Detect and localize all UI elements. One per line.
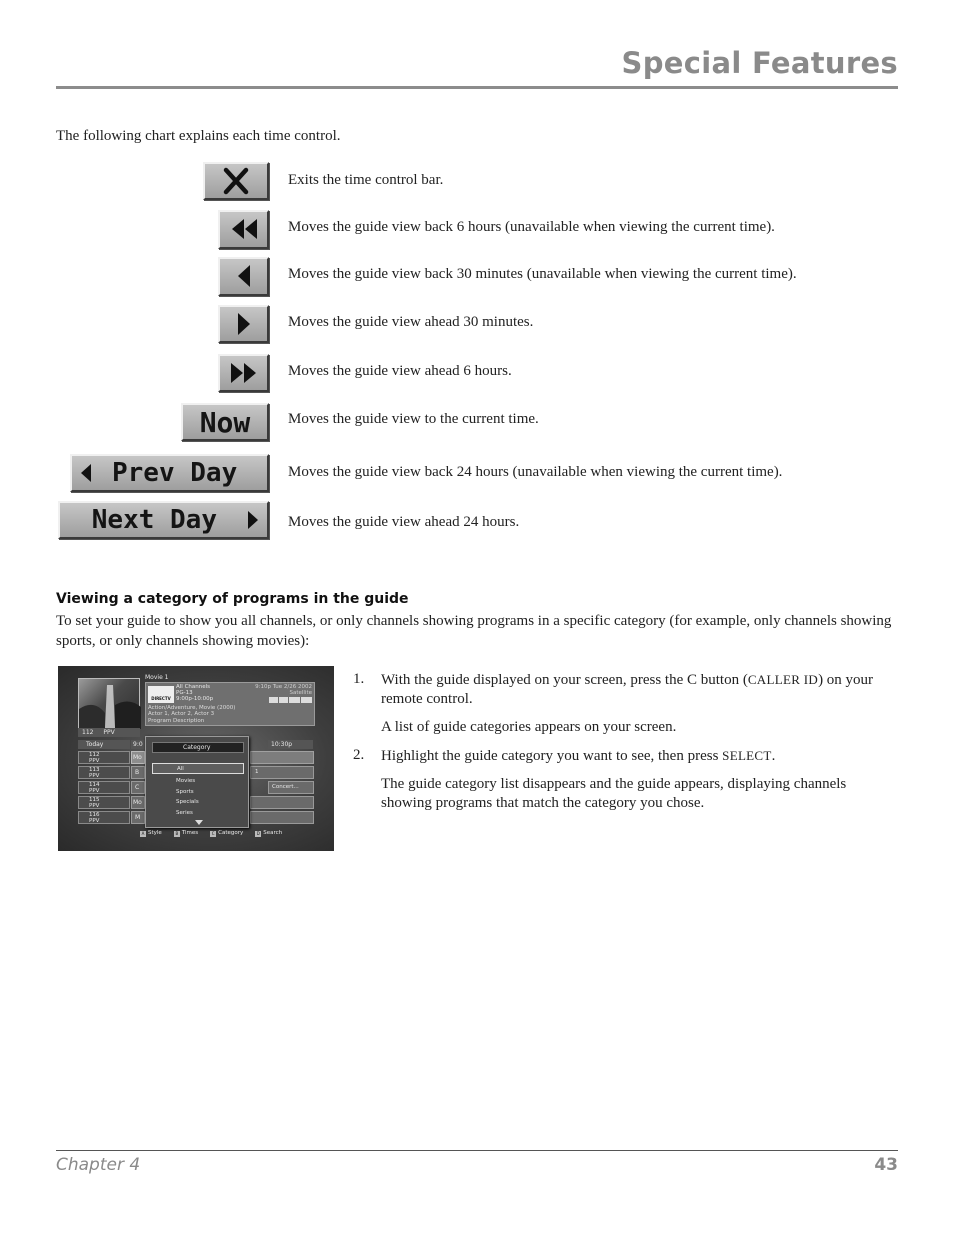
now-button-label: Now <box>199 405 251 439</box>
program-cell[interactable]: 1 <box>250 766 314 779</box>
prev-day-button[interactable] <box>70 454 269 492</box>
exit-button[interactable] <box>203 162 269 200</box>
rating-icon <box>289 697 300 703</box>
next-day-button[interactable] <box>58 501 269 539</box>
ahead-6-hours-button[interactable] <box>218 354 269 392</box>
program-cell[interactable]: Concert... <box>268 781 314 794</box>
time-control-row <box>56 500 898 544</box>
channel-type: PPV <box>89 772 100 779</box>
key-name: SELECT <box>722 748 772 763</box>
channel-type: PPV <box>89 802 100 809</box>
step-text: With the guide displayed on your screen, press the C button ( <box>381 672 748 688</box>
rating: PG-13 <box>176 690 193 696</box>
step-number: 2. <box>353 747 365 763</box>
exit-x-icon <box>221 167 251 195</box>
program-cell[interactable] <box>250 811 314 824</box>
time-control-description: Moves the guide view back 24 hours (unavailable when viewing the current time). <box>288 464 783 480</box>
now-button[interactable] <box>181 403 269 441</box>
time-control-row <box>56 304 898 348</box>
right-arrow-icon <box>245 509 261 531</box>
category-item[interactable]: Series <box>176 809 193 816</box>
channel-number: 115 <box>89 797 100 803</box>
guide-screenshot <box>58 666 334 851</box>
button-key-icon: C <box>211 830 215 836</box>
channel-type: PPV <box>89 817 100 824</box>
info-icons <box>269 697 312 703</box>
program-info-panel <box>145 682 315 726</box>
section-paragraph: To set your guide to show you all channels, or only channels showing programs in a specific category (for example, only channels showing sports, or only channels showing movies): <box>56 613 892 649</box>
time-control-row <box>56 453 898 497</box>
bottom-bar-item[interactable] <box>174 830 198 837</box>
waterfall-image-icon <box>79 679 141 729</box>
back-30-minutes-button[interactable] <box>218 257 269 296</box>
footer-rule <box>56 1150 898 1151</box>
time-control-description: Moves the guide view ahead 24 hours. <box>288 514 520 530</box>
button-key-icon: B <box>175 830 179 836</box>
ahead-30-minutes-button[interactable] <box>218 305 269 343</box>
button-key-icon: A <box>141 830 145 836</box>
genre: Action/Adventure, Movie (2000) <box>148 705 236 711</box>
page-title: Special Features <box>621 46 898 80</box>
channel-number: 113 <box>89 767 100 773</box>
datetime: 9:10p Tue 2/26 2002 <box>255 684 312 690</box>
category-menu-title: Category <box>152 742 244 753</box>
step-number: 1. <box>353 671 365 687</box>
channel-number: 114 <box>89 782 100 788</box>
actors: Actor 1, Actor 2, Actor 3 <box>148 711 215 718</box>
time-control-row <box>56 256 898 300</box>
preview-channel-type: PPV <box>103 729 115 736</box>
program-cell[interactable]: B <box>131 766 145 779</box>
program-cell[interactable]: Mo <box>131 796 145 809</box>
category-item[interactable]: Movies <box>176 778 196 784</box>
bottom-bar-item[interactable] <box>210 830 243 837</box>
bottom-bar-label: Search <box>263 830 283 836</box>
video-preview <box>78 678 140 728</box>
next-day-label: Next Day <box>91 505 217 535</box>
instruction-steps <box>353 670 898 822</box>
directv-logo <box>148 686 174 703</box>
time-control-row <box>56 161 898 205</box>
left-arrow-icon <box>78 462 94 484</box>
category-list <box>176 776 199 818</box>
key-name: CALLER ID <box>747 672 819 687</box>
footer-chapter: Chapter 4 <box>56 1155 141 1175</box>
time-control-description: Moves the guide view ahead 6 hours. <box>288 363 512 379</box>
bottom-bar-label: Category <box>218 830 244 836</box>
bottom-bar-label: Times <box>181 830 199 836</box>
category-item-selected[interactable]: All <box>152 763 244 774</box>
grid-time-1: 9:0 <box>131 740 149 749</box>
step-text: . <box>771 748 776 764</box>
channel-list-name: All Channels <box>176 684 211 690</box>
intro-text: The following chart explains each time control. <box>56 128 341 144</box>
double-right-arrow-icon <box>229 361 259 385</box>
time-control-row <box>56 208 898 252</box>
grid-time-2: 10:30p <box>268 740 313 749</box>
program-description: Program Description <box>148 717 205 724</box>
program-cell[interactable]: M <box>131 811 145 824</box>
channel-type: PPV <box>89 757 100 764</box>
time-control-description: Moves the guide view back 30 minutes (unavailable when viewing the current time). <box>288 266 797 282</box>
page-number: 43 <box>874 1155 898 1175</box>
section-heading: Viewing a category of programs in the guide <box>56 591 409 607</box>
time-control-row <box>56 353 898 397</box>
program-cell[interactable] <box>250 796 314 809</box>
step-text: Highlight the guide category you want to see, then press <box>381 748 723 764</box>
dolby-icon <box>301 697 312 703</box>
bottom-bar-item[interactable] <box>140 830 162 837</box>
step-result: The guide category list disappears and the guide appears, displaying channels showing programs that match the category you chose. <box>381 776 847 811</box>
guide-bottom-bar <box>140 830 282 837</box>
step-text: ) on your remote control. <box>381 672 874 707</box>
preview-channel-bar <box>78 728 140 737</box>
time-control-description: Moves the guide view back 6 hours (unavailable when viewing the current time). <box>288 219 775 235</box>
time-control-description: Exits the time control bar. <box>288 172 444 188</box>
program-cell[interactable]: Mo <box>131 751 145 764</box>
back-6-hours-button[interactable] <box>218 210 269 249</box>
button-key-icon: D <box>256 830 260 836</box>
step-result: A list of guide categories appears on your screen. <box>381 719 677 735</box>
program-cell[interactable] <box>250 751 314 764</box>
grid-day: Today <box>78 740 130 749</box>
movie-title: Movie 1 <box>145 674 169 681</box>
channel-number: 112 <box>89 752 100 758</box>
audio-icon <box>279 697 288 703</box>
category-item[interactable]: Sports <box>176 788 194 795</box>
category-menu <box>145 736 249 828</box>
channel-number: 116 <box>89 812 100 818</box>
time-control-description: Moves the guide view to the current time. <box>288 411 539 427</box>
caption-icon <box>269 697 278 703</box>
source: Satellite <box>289 690 312 696</box>
time-control-row <box>56 402 898 446</box>
program-cell[interactable]: C <box>131 781 145 794</box>
preview-channel: 112 <box>82 729 94 736</box>
left-arrow-icon <box>233 263 255 289</box>
header-rule <box>56 86 898 89</box>
time-control-description: Moves the guide view ahead 30 minutes. <box>288 314 534 330</box>
right-arrow-icon <box>233 311 255 337</box>
prev-day-label: Prev Day <box>112 458 238 488</box>
bottom-bar-item[interactable] <box>255 830 282 837</box>
bottom-bar-label: Style <box>148 830 162 836</box>
double-left-arrow-icon <box>229 217 259 241</box>
directv-logo-text: DIRECTV <box>151 696 171 701</box>
step-item <box>353 746 898 766</box>
time-range: 9:00p-10:00p <box>176 696 214 702</box>
channel-type: PPV <box>89 787 100 794</box>
category-item[interactable]: Specials <box>176 799 199 806</box>
scroll-down-icon[interactable] <box>195 820 203 825</box>
step-item <box>353 670 898 709</box>
